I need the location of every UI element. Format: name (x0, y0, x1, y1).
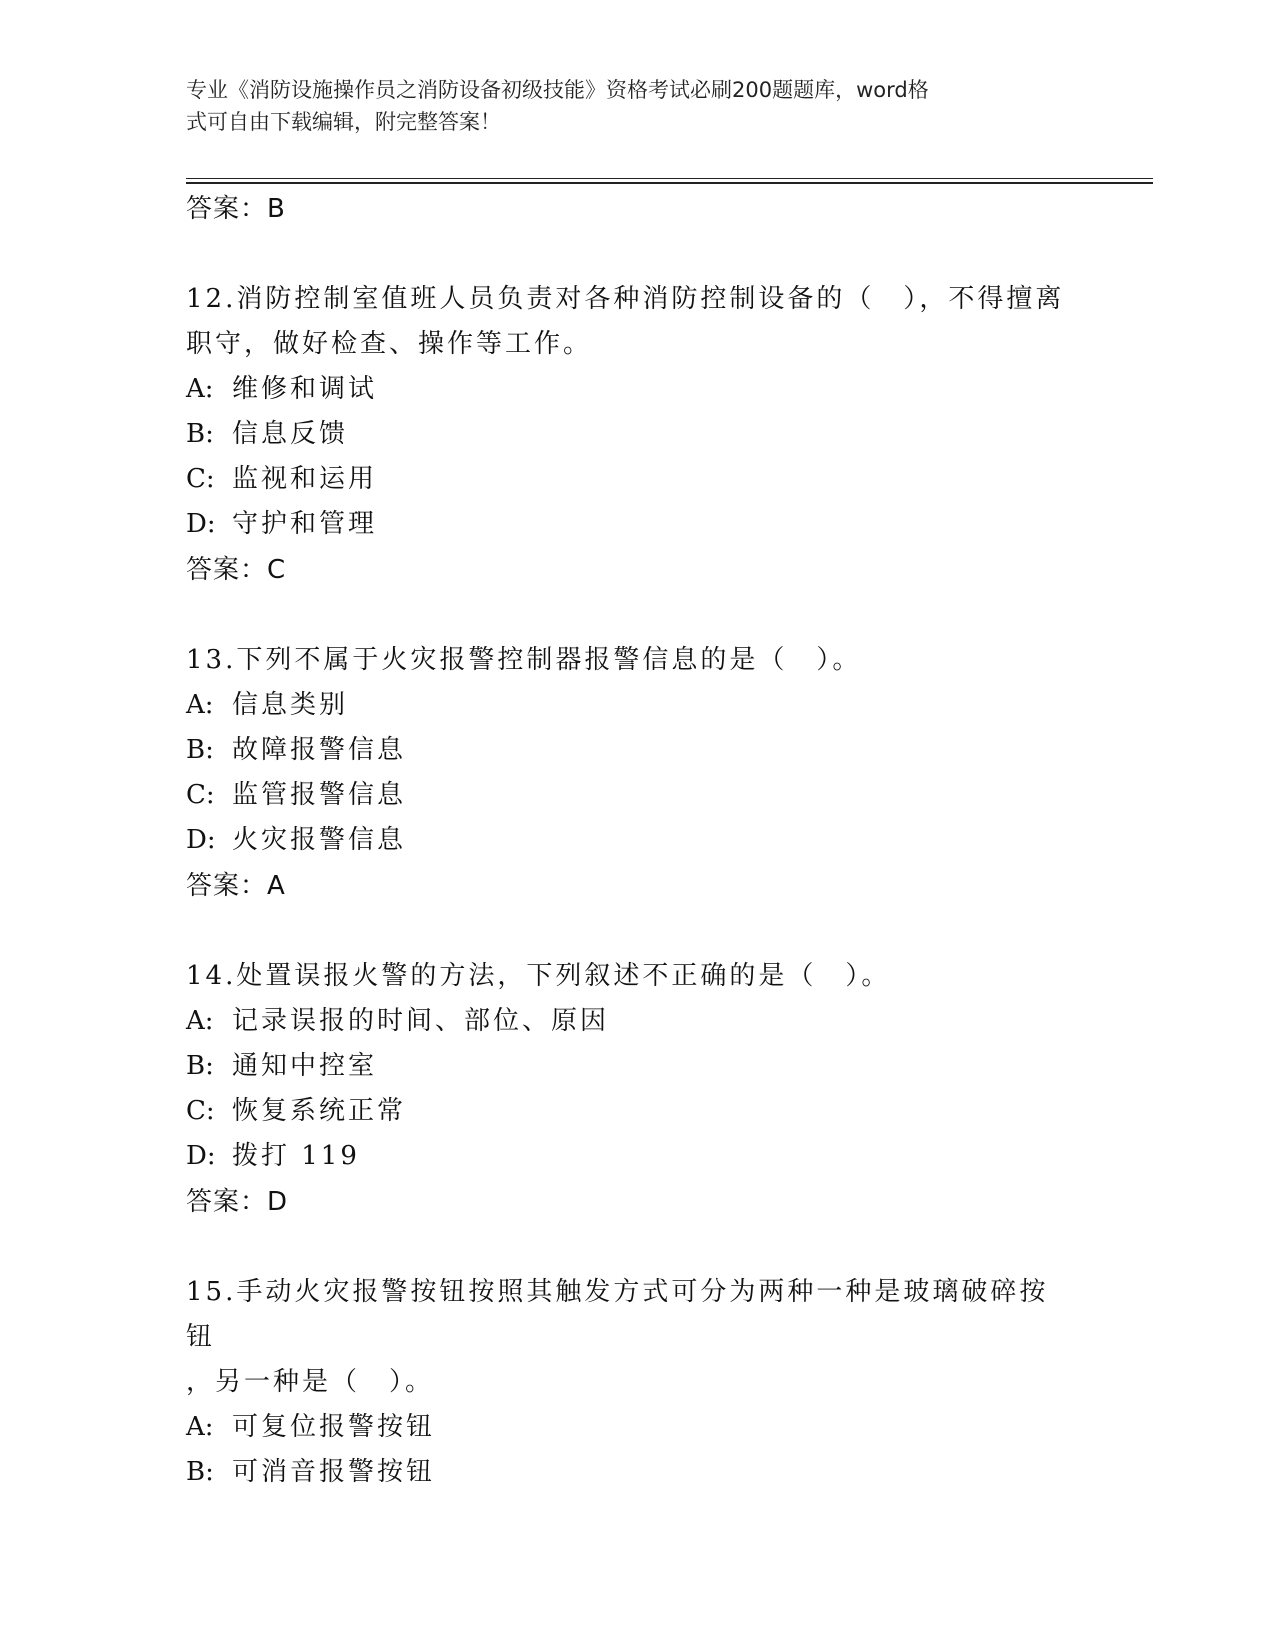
previous-answer: 答案：B (186, 194, 286, 224)
question-text-line-1: 消防控制室值班人员负责对各种消防控制设备的（ ），不得擅离 (236, 284, 1065, 314)
question-text (186, 954, 1066, 999)
option-letter: A: (186, 690, 214, 720)
spacer (186, 909, 1086, 954)
question-text-line-1: 处置误报火警的方法，下列叙述不正确的是（ ）。 (236, 961, 891, 991)
option-letter: B: (186, 1457, 214, 1487)
option-a (186, 683, 1086, 728)
option-text: 守护和管理 (232, 509, 378, 539)
option-letter: A: (186, 1412, 214, 1442)
option-a (186, 1405, 1086, 1450)
question-text (186, 1270, 1066, 1405)
option-a (186, 367, 1086, 412)
question-text-line-1: 下列不属于火灾报警控制器报警信息的是（ ）。 (236, 645, 862, 675)
option-d (186, 818, 1086, 863)
option-b (186, 1450, 1086, 1495)
option-letter: D: (186, 509, 216, 539)
question-text-line-2: ，另一种是（ ）。 (186, 1367, 435, 1397)
option-text: 监管报警信息 (232, 780, 407, 810)
spacer (186, 232, 1086, 277)
question-answer: 答案：C (186, 555, 287, 585)
question-text-line-1: 手动火灾报警按钮按照其触发方式可分为两种一种是玻璃破碎按钮 (186, 1277, 1049, 1352)
option-text: 故障报警信息 (232, 735, 407, 765)
option-letter: B: (186, 735, 214, 765)
option-d (186, 502, 1086, 547)
question-list (186, 186, 1086, 1495)
option-letter: B: (186, 419, 214, 449)
option-letter: A: (186, 1006, 214, 1036)
option-c (186, 457, 1086, 502)
question-13 (186, 638, 1086, 909)
question-text (186, 277, 1066, 367)
option-letter: A: (186, 374, 214, 404)
option-letter: D: (186, 825, 216, 855)
option-text: 恢复系统正常 (232, 1096, 407, 1126)
header-divider-thin (186, 178, 1153, 179)
question-answer: 答案：A (186, 871, 286, 901)
question-14 (186, 954, 1086, 1225)
header-line-2: 式可自由下载编辑，附完整答案！ (186, 110, 501, 134)
option-letter: C: (186, 1096, 215, 1126)
header-divider-thick (186, 182, 1153, 184)
option-text: 可消音报警按钮 (232, 1457, 436, 1487)
option-text: 信息类别 (232, 690, 349, 720)
question-number: 15. (186, 1277, 237, 1307)
option-text: 记录误报的时间、部位、原因 (232, 1006, 610, 1036)
header-line-1: 专业《消防设施操作员之消防设备初级技能》资格考试必刷200题题库，word格 (186, 78, 929, 102)
option-text: 维修和调试 (232, 374, 378, 404)
question-text (186, 638, 1066, 683)
option-d (186, 1134, 1086, 1179)
option-letter: B: (186, 1051, 214, 1081)
option-b (186, 412, 1086, 457)
option-b (186, 1044, 1086, 1089)
question-answer: 答案：D (186, 1187, 289, 1217)
question-15 (186, 1270, 1086, 1495)
option-text: 可复位报警按钮 (232, 1412, 436, 1442)
question-text-line-2: 职守，做好检查、操作等工作。 (186, 329, 593, 359)
option-a (186, 999, 1086, 1044)
option-b (186, 728, 1086, 773)
option-text: 拨打 119 (232, 1141, 360, 1171)
option-text: 通知中控室 (232, 1051, 378, 1081)
option-text: 信息反馈 (232, 419, 349, 449)
option-text: 火灾报警信息 (232, 825, 407, 855)
option-letter: C: (186, 464, 215, 494)
option-letter: C: (186, 780, 215, 810)
question-number: 12. (186, 284, 237, 314)
option-c (186, 1089, 1086, 1134)
question-number: 13. (186, 645, 237, 675)
question-number: 14. (186, 961, 237, 991)
document-header (186, 74, 1066, 138)
option-c (186, 773, 1086, 818)
option-text: 监视和运用 (232, 464, 378, 494)
spacer (186, 593, 1086, 638)
option-letter: D: (186, 1141, 216, 1171)
spacer (186, 1225, 1086, 1270)
question-12 (186, 277, 1086, 593)
